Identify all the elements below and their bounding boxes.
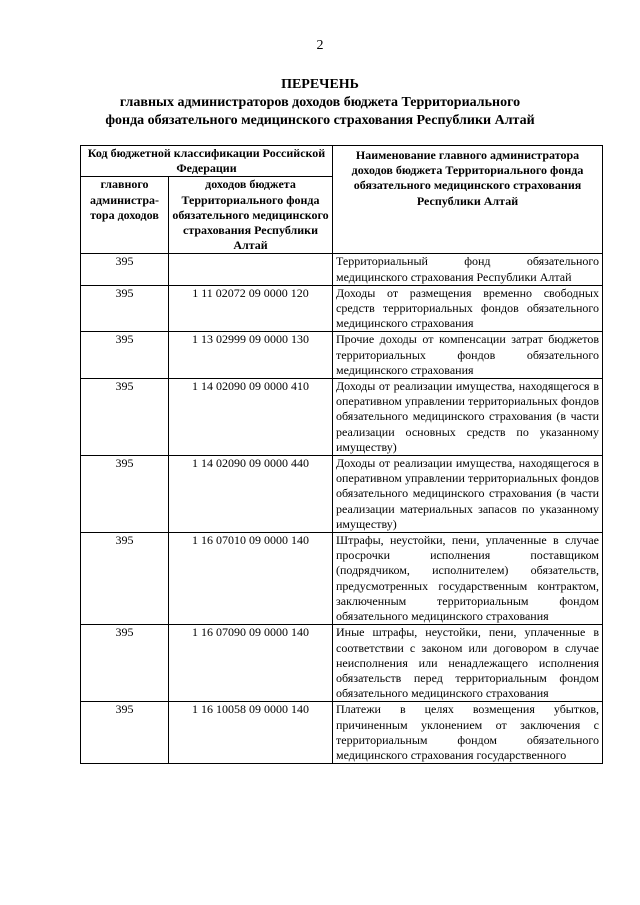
cell-name: Доходы от размещения временно свободных средств территориальных фондов обязательного медицинского страхования (333, 285, 603, 332)
table-row (81, 332, 603, 379)
table-row (81, 625, 603, 702)
table-row (81, 285, 603, 332)
table-row (81, 533, 603, 625)
cell-name: Доходы от реализации имущества, находящегося в оперативном управлении территориальных фондов обязательного медицинского страхования (в части реализации основных средств по указанному имуществу) (333, 379, 603, 456)
administrators-table (80, 145, 603, 764)
document-title (0, 76, 640, 130)
cell-code: 1 14 02090 09 0000 440 (169, 456, 333, 533)
header-code-group: Код бюджетной классификации Российской Федерации (81, 146, 333, 177)
cell-code: 1 11 02072 09 0000 120 (169, 285, 333, 332)
cell-admin: 395 (81, 379, 169, 456)
header-name: Наименование главного администратора доходов бюджета Территориального фонда обязательного медицинского страхования Республики Алтай (333, 146, 603, 254)
cell-admin: 395 (81, 254, 169, 285)
table-row (81, 702, 603, 764)
cell-name: Иные штрафы, неустойки, пени, уплаченные в соответствии с законом или договором в случае неисполнения или ненадлежащего исполнения обязательств перед территориальным фондом обязательного медицинского страхования (333, 625, 603, 702)
cell-name: Доходы от реализации имущества, находящегося в оперативном управлении территориальных фондов обязательного медицинского страхования (в части реализации материальных запасов по указанному имуществу) (333, 456, 603, 533)
title-line-3: фонда обязательного медицинского страхования Республики Алтай (105, 113, 535, 128)
cell-admin: 395 (81, 702, 169, 764)
header-income: доходов бюджета Территориального фонда обязательного медицинского страхования Республики Алтай (169, 177, 333, 254)
cell-name: Прочие доходы от компенсации затрат бюджетов территориальных фондов обязательного медицинского страхования (333, 332, 603, 379)
title-line-2: главных администраторов доходов бюджета Территориального (119, 95, 521, 110)
cell-name: Штрафы, неустойки, пени, уплаченные в случае просрочки исполнения поставщиком (подрядчиком, исполнителем) обязательств, предусмотренных государственным контрактом, заключенным территориальным фондом обязательного медицинского страхования (333, 533, 603, 625)
page-number: 2 (316, 38, 324, 53)
cell-code: 1 16 07090 09 0000 140 (169, 625, 333, 702)
title-line-1: ПЕРЕЧЕНЬ (281, 77, 359, 92)
cell-admin: 395 (81, 533, 169, 625)
cell-code: 1 14 02090 09 0000 410 (169, 379, 333, 456)
cell-admin: 395 (81, 332, 169, 379)
header-admin: главного администра-тора доходов (81, 177, 169, 254)
cell-admin: 395 (81, 285, 169, 332)
table-row (81, 456, 603, 533)
cell-code: 1 13 02999 09 0000 130 (169, 332, 333, 379)
cell-code (169, 254, 333, 285)
cell-admin: 395 (81, 625, 169, 702)
table-row (81, 379, 603, 456)
cell-code: 1 16 10058 09 0000 140 (169, 702, 333, 764)
cell-name: Платежи в целях возмещения убытков, причиненным уклонением от заключения с территориальным фондом обязательного медицинского страхования государственного (333, 702, 603, 764)
cell-admin: 395 (81, 456, 169, 533)
cell-code: 1 16 07010 09 0000 140 (169, 533, 333, 625)
table-row (81, 254, 603, 285)
cell-name: Территориальный фонд обязательного медицинского страхования Республики Алтай (333, 254, 603, 285)
